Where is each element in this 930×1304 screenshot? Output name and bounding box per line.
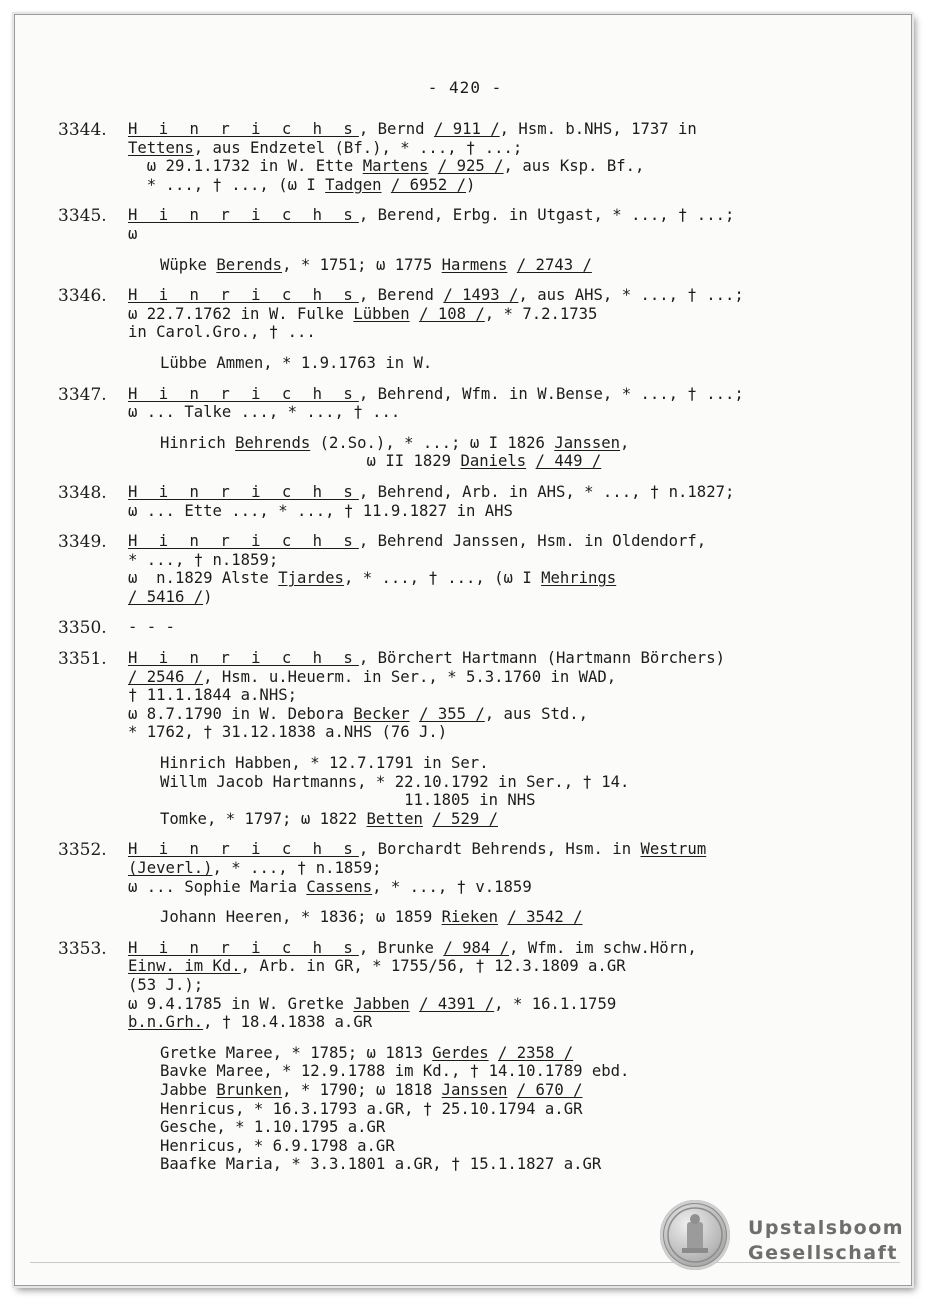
- entry-text: , Behrend Janssen, Hsm. in Oldendorf,: [358, 532, 707, 551]
- entry-line: [128, 483, 798, 502]
- entry-text: [428, 157, 437, 175]
- underlined-name: Westrum: [640, 840, 707, 859]
- entry-line: [128, 286, 798, 305]
- underlined-name: Becker: [353, 704, 410, 723]
- genealogy-entry: [58, 618, 798, 637]
- entry-text: ,: [620, 433, 630, 452]
- entry-line: [128, 569, 798, 588]
- child-line: [160, 256, 798, 275]
- entry-text: ): [203, 587, 213, 606]
- entry-text: * ..., † ..., (ω I: [128, 175, 326, 194]
- entry-text: ): [466, 175, 476, 194]
- entry-text: , aus AHS, * ..., † ...;: [518, 286, 744, 305]
- entry-line: [128, 206, 798, 225]
- entry-line: [128, 859, 798, 878]
- child-line: [160, 754, 798, 773]
- surname-spaced: H i n r i c h s: [128, 384, 359, 403]
- entry-line: [128, 686, 798, 705]
- entry-text: ω ... Sophie Maria: [128, 877, 307, 896]
- entry-text: , * 1790; ω 1818: [282, 1080, 442, 1099]
- entry-text: [423, 810, 432, 828]
- entry-text: [410, 705, 419, 723]
- entry-text: ω 22.7.1762 in W. Fulke: [128, 304, 354, 323]
- entry-text: in Carol.Gro., † ...: [128, 323, 316, 342]
- entry-text: ω n.1829 Alste: [128, 569, 279, 588]
- surname-spaced: H i n r i c h s: [128, 840, 359, 859]
- underlined-name: Rieken: [441, 908, 498, 927]
- entry-line: [128, 225, 798, 244]
- logo-line-2: Gesellschaft: [748, 1242, 898, 1264]
- entry-text: ω 8.7.1790 in W. Debora: [128, 704, 354, 723]
- child-line: [160, 1118, 798, 1137]
- entry-text: , * ..., † v.1859: [372, 877, 532, 896]
- child-line: [160, 1062, 798, 1081]
- entry-text: * 1762, † 31.12.1838 a.NHS (76 J.): [128, 723, 448, 742]
- underlined-name: (Jeverl.): [128, 859, 213, 877]
- underlined-name: Mehrings: [541, 569, 617, 588]
- entry-line: [128, 957, 798, 976]
- entry-number: 3348.: [58, 482, 107, 503]
- child-line: [160, 1155, 798, 1174]
- entry-text: [489, 1044, 498, 1062]
- entry-text: , Berend, Erbg. in Utgast, * ..., † ...;: [358, 206, 735, 225]
- underlined-name: Janssen: [554, 433, 621, 452]
- entry-text: ω ... Ette ..., * ..., † 11.9.1827 in AHS: [128, 501, 513, 520]
- entry-text: ω 29.1.1732 in W. Ette: [128, 157, 363, 176]
- surname-spaced: H i n r i c h s: [128, 532, 359, 551]
- genealogy-entries: [58, 120, 798, 1186]
- surname-spaced: H i n r i c h s: [128, 120, 359, 138]
- cross-reference: / 449 /: [535, 452, 602, 471]
- underlined-name: Janssen: [441, 1080, 508, 1099]
- entry-text: * ..., † n.1859;: [128, 550, 279, 569]
- entry-text: , * ..., † n.1859;: [212, 859, 382, 877]
- genealogy-entry: [58, 206, 798, 274]
- entry-text: , aus Ksp. Bf.,: [503, 157, 645, 176]
- entry-text: Gesche, * 1.10.1795 a.GR: [160, 1118, 386, 1137]
- genealogy-entry: [58, 649, 798, 828]
- genealogy-entry: [58, 532, 798, 606]
- genealogy-entry: [58, 385, 798, 471]
- entry-text: , Arb. in GR, * 1755/56, † 12.3.1809 a.GR: [240, 957, 626, 976]
- society-logo-text: [748, 1216, 904, 1266]
- entry-text: , * ..., † ..., (ω I: [343, 569, 542, 588]
- entry-line: [128, 939, 798, 958]
- entry-text: Henricus, * 6.9.1798 a.GR: [160, 1136, 395, 1155]
- genealogy-entry: [58, 840, 798, 926]
- entry-text: , * 7.2.1735: [484, 304, 598, 323]
- entry-text: [410, 995, 419, 1013]
- entry-line: [128, 120, 798, 139]
- genealogy-entry: [58, 286, 798, 372]
- child-line: [160, 1100, 798, 1119]
- child-line: [160, 773, 798, 792]
- underlined-name: Tadgen: [325, 175, 382, 194]
- entry-line: [128, 551, 798, 570]
- cross-reference: / 355 /: [419, 704, 485, 723]
- page-number: - 420 -: [427, 78, 503, 97]
- entry-text: (2.So.), * ...; ω I 1826: [310, 433, 555, 452]
- surname-spaced: H i n r i c h s: [128, 938, 359, 957]
- entry-text: [526, 452, 535, 470]
- entry-line: [128, 976, 798, 995]
- cross-reference: / 2546 /: [128, 667, 204, 686]
- entry-text: [498, 908, 507, 926]
- entry-text: , Brunke: [358, 938, 444, 957]
- entry-text: Hinrich: [160, 433, 236, 452]
- entry-text: Johann Heeren, * 1836; ω 1859: [160, 908, 442, 927]
- entry-number: 3352.: [58, 840, 107, 861]
- entry-text: , aus Endzetel (Bf.), * ..., † ...;: [193, 138, 523, 157]
- underlined-name: Gerdes: [432, 1043, 489, 1062]
- cross-reference: / 1493 /: [443, 286, 519, 305]
- entry-text: , Börchert Hartmann (Hartmann Börchers): [358, 649, 725, 668]
- cross-reference: / 4391 /: [419, 994, 495, 1013]
- underlined-name: Berends: [216, 255, 283, 274]
- entry-text: (53 J.);: [128, 975, 204, 994]
- child-line: [160, 1137, 798, 1156]
- cross-reference: / 6952 /: [390, 175, 466, 194]
- entry-text: Tomke, * 1797; ω 1822: [160, 809, 367, 828]
- child-line: [160, 354, 798, 373]
- entry-text: [507, 256, 516, 274]
- entry-text: , * 1751; ω 1775: [282, 255, 442, 274]
- entry-line: [128, 305, 798, 324]
- logo-line-1: Upstalsboom: [748, 1217, 905, 1239]
- underlined-name: Einw. im Kd.: [128, 957, 241, 976]
- cross-reference: / 108 /: [419, 304, 485, 323]
- entry-line: [128, 705, 798, 724]
- entry-text: ω II 1829: [160, 452, 461, 471]
- entry-line: [128, 403, 798, 422]
- underlined-name: Daniels: [460, 452, 527, 471]
- entry-line: [128, 649, 798, 668]
- underlined-name: Cassens: [306, 877, 373, 896]
- child-line: [160, 908, 798, 927]
- surname-spaced: H i n r i c h s: [128, 286, 359, 305]
- cross-reference: / 984 /: [443, 938, 510, 957]
- underlined-name: b.n.Grh.: [128, 1013, 204, 1032]
- entry-text: , Wfm. im schw.Hörn,: [509, 938, 697, 957]
- entry-text: Baafke Maria, * 3.3.1801 a.GR, † 15.1.1827 a.GR: [160, 1155, 602, 1174]
- underlined-name: Betten: [366, 809, 423, 828]
- underlined-name: Brunken: [216, 1080, 283, 1099]
- entry-line: [128, 588, 798, 607]
- entry-line: [128, 995, 798, 1014]
- entry-text: Hinrich Habben, * 12.7.1791 in Ser.: [160, 754, 489, 773]
- entry-number: 3351.: [58, 649, 107, 670]
- child-line: [160, 1044, 798, 1063]
- cross-reference: / 925 /: [437, 157, 504, 176]
- entry-text: Jabbe: [160, 1080, 217, 1099]
- underlined-name: Martens: [362, 157, 429, 176]
- cross-reference: / 911 /: [433, 120, 500, 138]
- child-line: [160, 791, 798, 810]
- child-line: [160, 452, 798, 471]
- entry-text: , * 16.1.1759: [494, 994, 617, 1013]
- cross-reference: / 2743 /: [516, 255, 592, 274]
- underlined-name: Lübben: [353, 304, 410, 323]
- entry-text: [382, 176, 391, 194]
- entry-text: Wüpke: [160, 255, 217, 274]
- entry-line: [128, 385, 798, 404]
- entry-text: Lübbe Ammen, * 1.9.1763 in W.: [160, 353, 433, 372]
- entry-text: , Hsm. b.NHS, 1737 in: [499, 120, 697, 138]
- cross-reference: / 670 /: [516, 1080, 583, 1099]
- entry-line: [128, 323, 798, 342]
- entry-text: , Behrend, Wfm. in W.Bense, * ..., † ...;: [358, 384, 744, 403]
- cross-reference: / 5416 /: [128, 587, 204, 606]
- entry-line: [128, 878, 798, 897]
- entry-line: [128, 157, 798, 176]
- entry-text: Bavke Maree, * 12.9.1788 im Kd., † 14.10.1789 ebd.: [160, 1062, 630, 1081]
- entry-line: [128, 176, 798, 195]
- cross-reference: / 2358 /: [498, 1043, 574, 1062]
- underlined-name: Tettens: [128, 138, 194, 157]
- entry-line: [128, 723, 798, 742]
- entry-text: Willm Jacob Hartmanns, * 22.10.1792 in Ser., † 14.: [160, 772, 630, 791]
- entry-line: [128, 618, 798, 637]
- entry-number: 3347.: [58, 384, 107, 405]
- entry-number: 3349.: [58, 532, 107, 553]
- entry-line: [128, 668, 798, 687]
- genealogy-entry: [58, 483, 798, 520]
- entry-text: [507, 1081, 516, 1099]
- entry-text: , † 18.4.1838 a.GR: [203, 1013, 373, 1032]
- entry-text: ω: [128, 224, 138, 243]
- entry-line: [128, 502, 798, 521]
- genealogy-entry: [58, 120, 798, 194]
- entry-number: 3350.: [58, 618, 107, 639]
- child-line: [160, 434, 798, 453]
- underlined-name: Jabben: [353, 994, 410, 1013]
- entry-text: Gretke Maree, * 1785; ω 1813: [160, 1043, 433, 1062]
- entry-number: 3345.: [58, 206, 107, 227]
- entry-text: , aus Std.,: [484, 704, 589, 723]
- genealogy-entry: [58, 939, 798, 1174]
- entry-text: , Bernd: [358, 120, 434, 138]
- entry-text: , Berend: [358, 286, 444, 305]
- surname-spaced: H i n r i c h s: [128, 482, 359, 501]
- entry-text: † 11.1.1844 a.NHS;: [128, 686, 297, 705]
- entry-line: [128, 840, 798, 859]
- entry-text: ω ... Talke ..., * ..., † ...: [128, 403, 401, 422]
- underlined-name: Harmens: [441, 255, 508, 274]
- entry-text: , Borchardt Behrends, Hsm. in: [358, 840, 641, 859]
- entry-number: 3346.: [58, 286, 107, 307]
- entry-text: Henricus, * 16.3.1793 a.GR, † 25.10.1794 a.GR: [160, 1099, 583, 1118]
- child-line: [160, 1081, 798, 1100]
- cross-reference: / 529 /: [432, 809, 498, 828]
- surname-spaced: H i n r i c h s: [128, 649, 359, 668]
- entry-number: 3353.: [58, 938, 107, 959]
- entry-text: , Behrend, Arb. in AHS, * ..., † n.1827;: [358, 482, 735, 501]
- underlined-name: Tjardes: [278, 569, 344, 588]
- entry-text: - - -: [128, 618, 175, 637]
- entry-text: [410, 305, 419, 323]
- child-line: [160, 810, 798, 829]
- entry-line: [128, 139, 798, 158]
- entry-line: [128, 532, 798, 551]
- entry-number: 3344.: [58, 120, 107, 140]
- underlined-name: Behrends: [235, 433, 311, 452]
- surname-spaced: H i n r i c h s: [128, 206, 359, 225]
- entry-line: [128, 1013, 798, 1032]
- cross-reference: / 3542 /: [507, 908, 583, 927]
- entry-text: , Hsm. u.Heuerm. in Ser., * 5.3.1760 in WAD,: [203, 667, 617, 686]
- entry-text: ω 9.4.1785 in W. Gretke: [128, 994, 354, 1013]
- society-seal-icon: [660, 1200, 730, 1270]
- entry-text: 11.1805 in NHS: [160, 791, 536, 810]
